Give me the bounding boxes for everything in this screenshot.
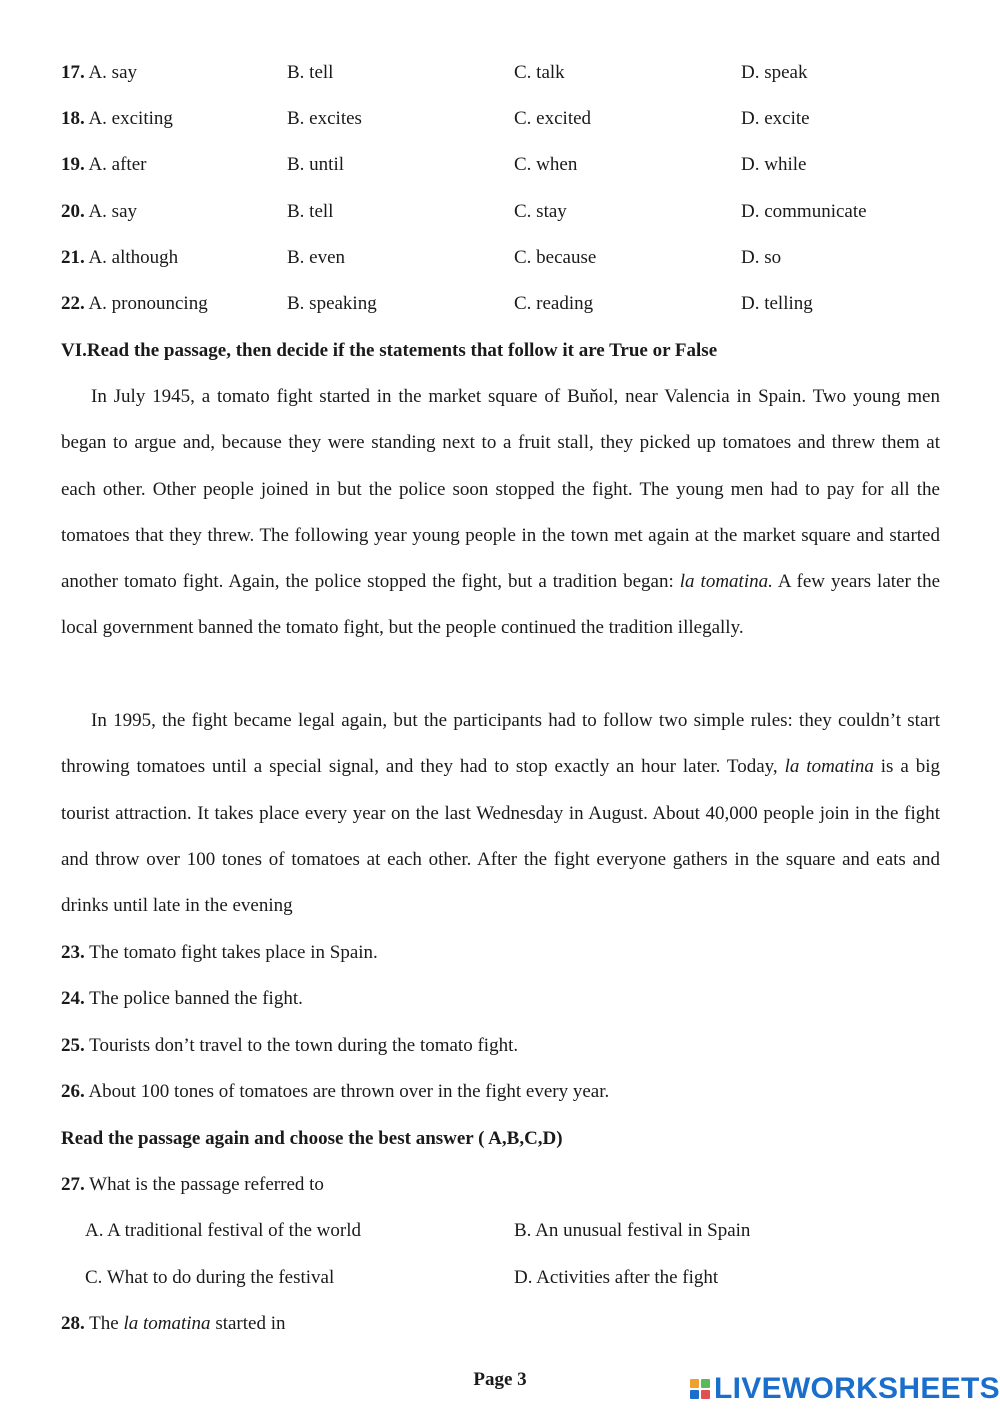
option-a [61, 153, 146, 177]
option-a [61, 61, 137, 85]
paragraph-italic: la tomatina [784, 756, 874, 778]
paragraph-text: A few years later the local government banned the tomato fight, but the people continued the tradition illegally. [61, 571, 941, 639]
option-c: C. reading [514, 293, 594, 314]
option-a [61, 107, 173, 131]
answer-c: C. What to do during the festival [85, 1267, 335, 1288]
question-20-options [61, 200, 941, 224]
answer-a: A. A traditional festival of the world [85, 1220, 361, 1241]
option-a [61, 246, 178, 270]
option-c: C. stay [514, 201, 567, 222]
passage-paragraph-1 [61, 374, 940, 652]
statement-text: The tomato fight takes place in Spain. [89, 942, 378, 963]
option-d: D. telling [741, 293, 813, 314]
option-b: B. even [287, 247, 346, 268]
option-b: B. tell [287, 201, 334, 222]
option-b: B. speaking [287, 293, 377, 314]
question-number: 19. [61, 154, 85, 175]
option-b: B. excites [287, 108, 362, 129]
statement-text: The police banned the fight. [89, 988, 303, 1009]
statement-25 [61, 1034, 518, 1058]
question-number: 22. [61, 293, 85, 314]
question-text: What is the passage referred to [89, 1174, 324, 1195]
question-28 [61, 1312, 286, 1336]
paragraph-text: is a big tourist attraction. It takes place every year on the last Wednesday in August. About 40,000 people join in the fight and throw over 100 tones of tomatoes at each other. After the fight everyone gathers in the square and eats and drinks until late in the evening [61, 756, 941, 917]
statement-text: About 100 tones of tomatoes are thrown over in the fight every year. [88, 1081, 610, 1102]
question-number: 20. [61, 201, 85, 222]
option-a-text: A. pronouncing [88, 293, 208, 314]
question-27-answers-row-1 [61, 1219, 941, 1243]
question-21-options [61, 246, 941, 270]
section-vi-heading: VI.Read the passage, then decide if the statements that follow it are True or False [61, 340, 718, 361]
option-a-text: A. although [88, 247, 179, 268]
option-a-text: A. exciting [88, 108, 173, 129]
answer-b: B. An unusual festival in Spain [514, 1220, 751, 1241]
option-d: D. communicate [741, 201, 867, 222]
question-number: 23. [61, 942, 85, 963]
paragraph-text: In July 1945, a tomato fight started in the market square of Buňol, near Valencia in Spain. Two young men began to argue and, because they were standing next to a fruit stall, they picked up tomatoes and threw them at each other. Other people joined in but the police soon stopped the fight. The young men had to pay for all the tomatoes that they threw. The following year young people in the town met again at the market square and started another tomato fight. Again, the police stopped the fight, but a tradition began: [61, 386, 940, 593]
statement-text: Tourists don’t travel to the town during the tomato fight. [89, 1035, 519, 1056]
question-number: 28. [61, 1313, 85, 1334]
option-d: D. while [741, 154, 807, 175]
statement-24 [61, 987, 303, 1011]
question-text: started in [210, 1313, 286, 1334]
question-17-options [61, 61, 941, 85]
option-b: B. tell [287, 62, 334, 83]
option-d: D. speak [741, 62, 808, 83]
liveworksheets-logo [690, 1372, 1000, 1406]
statement-23 [61, 941, 378, 965]
question-27 [61, 1173, 324, 1197]
question-italic: la tomatina [123, 1313, 211, 1334]
option-d: D. excite [741, 108, 810, 129]
option-c: C. talk [514, 62, 565, 83]
option-c: C. excited [514, 108, 592, 129]
option-a-text: A. say [88, 201, 138, 222]
option-a-text: A. say [88, 62, 138, 83]
brand-text: LIVEWORKSHEETS [714, 1372, 1000, 1405]
question-19-options [61, 153, 941, 177]
option-c: C. when [514, 154, 578, 175]
liveworksheets-icon [690, 1379, 710, 1399]
option-d: D. so [741, 247, 782, 268]
question-number: 25. [61, 1035, 85, 1056]
question-number: 21. [61, 247, 85, 268]
question-number: 17. [61, 62, 85, 83]
question-number: 24. [61, 988, 85, 1009]
option-a-text: A. after [88, 154, 147, 175]
question-number: 18. [61, 108, 85, 129]
question-18-options [61, 107, 941, 131]
question-number: 27. [61, 1174, 85, 1195]
question-text: The [89, 1313, 124, 1334]
option-a [61, 200, 137, 224]
option-b: B. until [287, 154, 345, 175]
passage-paragraph-2 [61, 698, 940, 929]
answer-d: D. Activities after the fight [514, 1267, 719, 1288]
option-c: C. because [514, 247, 597, 268]
option-a [61, 292, 208, 316]
paragraph-text: In 1995, the fight became legal again, but the participants had to follow two simple rules: they couldn’t start throwing tomatoes until a special signal, and they had to stop exactly an hour later. Today, [61, 710, 940, 778]
question-number: 26. [61, 1081, 85, 1102]
page-number: Page 3 [473, 1369, 527, 1390]
question-22-options [61, 292, 941, 316]
section-mc-heading: Read the passage again and choose the best answer ( A,B,C,D) [61, 1128, 563, 1149]
question-27-answers-row-2 [61, 1266, 941, 1290]
statement-26 [61, 1080, 609, 1104]
paragraph-italic: la tomatina. [679, 571, 773, 593]
